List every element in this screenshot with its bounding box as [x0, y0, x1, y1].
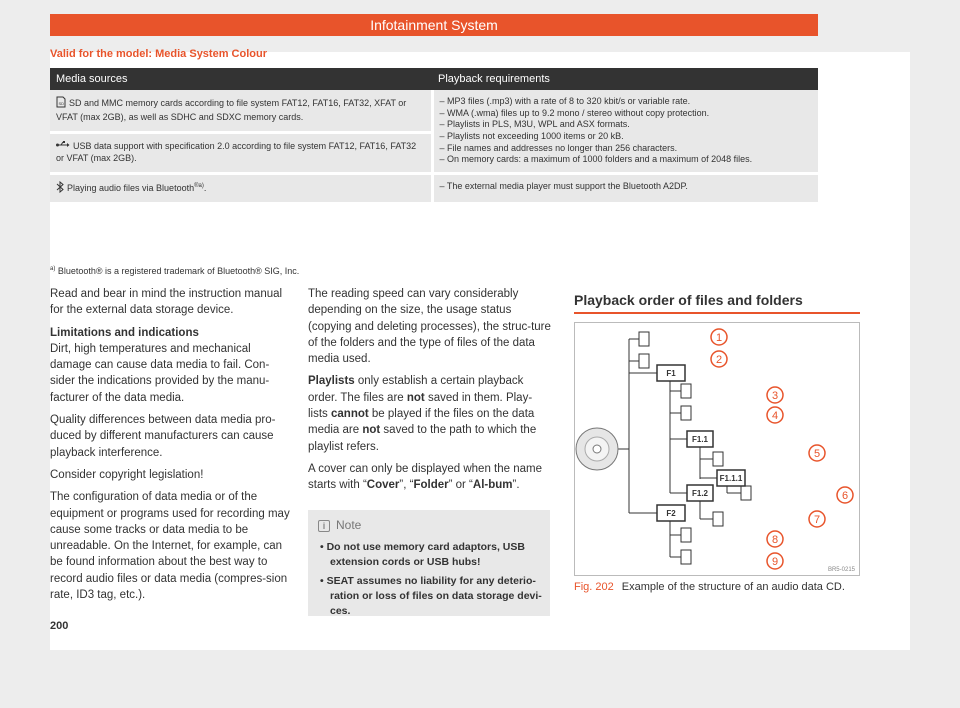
text-run: saved to the path to which the playlist refers.: [308, 424, 537, 453]
svg-text:SD: SD: [58, 101, 65, 106]
req-line: – On memory cards: a maximum of 1000 folders and a maximum of 2048 files.: [439, 154, 753, 165]
note-heading: [318, 518, 361, 532]
figure-section-title: Playback order of files and folders: [574, 292, 803, 308]
text-run: A cover can only be displayed when the name starts with “: [308, 462, 542, 492]
req-line: – WMA (.wma) files up to 9.2 mono / stereo without copy protection.: [439, 107, 710, 118]
emph: Playlists: [308, 375, 355, 388]
order-number: 6: [841, 490, 849, 502]
text-run: ”.: [512, 479, 520, 492]
emph: Folder: [413, 479, 449, 492]
source-usb-text: USB data support with specification 2.0 according to file system FAT12, FAT16, FAT32 or VFAT (max 2GB).: [56, 140, 417, 164]
source-bt-end: .: [203, 183, 207, 194]
emph: Al-bum: [472, 479, 513, 492]
table-cell-source: [50, 174, 432, 204]
bluetooth-icon: [56, 181, 64, 196]
paragraph: Consider copyright legislation!: [50, 468, 204, 481]
source-bt-sup: ®a): [194, 183, 204, 190]
folder-tree-diagram: [575, 323, 859, 575]
section-title: Infotainment System: [370, 17, 498, 33]
paragraph: Quality differences between data media pro-duced by different manufacturers can cause playback interference.: [50, 414, 276, 459]
text-column-2: [308, 286, 551, 500]
note-item-text: Do not use memory card adaptors, USB extension cords or USB hubs!: [326, 541, 525, 568]
folder-label: F1: [666, 369, 676, 378]
table-cell-requirements: [432, 174, 818, 204]
figure-frame: [574, 322, 860, 576]
req-line: – Playlists in PLS, M3U, WPL and ASX formats.: [439, 119, 630, 130]
order-number: 1: [715, 332, 723, 344]
text-run: ” or “: [448, 479, 473, 492]
order-number: 4: [771, 410, 779, 422]
note-list: [320, 540, 546, 623]
note-box: [308, 510, 550, 616]
figure-code: BR5-0215: [827, 567, 855, 573]
text-run: be played if the files on the data media are: [308, 408, 535, 437]
emph: not: [362, 424, 381, 437]
media-table: [50, 68, 818, 205]
info-icon: i: [318, 520, 330, 532]
caption-text: Example of the structure of an audio data CD.: [621, 581, 845, 593]
text-column-1: [50, 286, 290, 609]
note-title: Note: [336, 518, 362, 532]
subheading: Limitations and indications: [50, 326, 199, 339]
text-run: saved in them. Play-lists: [308, 391, 533, 421]
col-header-sources: Media sources: [50, 68, 432, 90]
col-header-requirements: Playback requirements: [432, 68, 818, 90]
note-item: • Do not use memory card adaptors, USB extension cords or USB hubs!: [320, 541, 525, 568]
note-item: • SEAT assumes no liability for any deterio-ration or loss of files on data storage devi-ces.: [320, 575, 542, 617]
title-rule: [574, 312, 860, 314]
text-run: ”, “: [399, 479, 414, 492]
emph: Cover: [366, 479, 400, 492]
paragraph: The reading speed can vary considerably depending on the size, the usage status (copying and deleting processes), the struc-ture of the folders and the type of files of the data media used.: [308, 288, 551, 366]
paragraph: Read and bear in mind the instruction manual for the external data storage device.: [50, 288, 283, 317]
footnote-mark: a): [50, 266, 56, 272]
req-line: – File names and addresses no longer than 256 characters.: [439, 142, 678, 153]
table-cell-requirements: [432, 90, 818, 174]
order-number: 9: [771, 556, 779, 568]
paragraph: The configuration of data media or of the equipment or programs used for recording may cause some tracks or data media to be unreadable. On the Internet, for example, can be found information about the best way to record audio files or data media (compres-sion rate, ID3 tag, etc.).: [50, 491, 290, 602]
order-number: 3: [771, 390, 779, 402]
order-number: 2: [715, 354, 723, 366]
order-number: 5: [813, 448, 821, 460]
validity-note: Valid for the model: Media System Colour: [50, 48, 267, 60]
table-cell-source: [50, 132, 432, 173]
note-item-text: SEAT assumes no liability for any deterio-ration or loss of files on data storage devi-ces.: [326, 575, 542, 617]
figure-caption: [574, 580, 860, 594]
paragraph: Dirt, high temperatures and mechanical damage can cause data media to fail. Con-sider the indications provided by the manu-facturer of the data media.: [50, 342, 270, 404]
paragraph-playlists: [308, 373, 551, 454]
folder-label: F1.1: [691, 435, 709, 444]
order-number: 7: [813, 514, 821, 526]
footnote: [50, 266, 299, 276]
req-line: – Playlists not exceeding 1000 items or 20 kB.: [439, 131, 624, 142]
req-line: – MP3 files (.mp3) with a rate of 8 to 320 kbit/s or variable rate.: [439, 96, 691, 106]
source-sd-text: SD and MMC memory cards according to file system FAT12, FAT16, FAT32, XFAT or VFAT (max 2GB), as well as SDHC and SDXC memory cards.: [56, 97, 407, 123]
figure-label: Fig. 202: [574, 581, 614, 593]
order-number: 8: [771, 534, 779, 546]
paragraph-cover: [308, 461, 551, 494]
folder-label: F1.2: [691, 489, 709, 498]
usb-icon: [56, 140, 70, 152]
table-cell-source: [50, 90, 432, 132]
section-header: [50, 14, 818, 36]
emph: cannot: [331, 408, 369, 421]
source-bt-text: Playing audio files via Bluetooth: [67, 183, 195, 194]
folder-label: F1.1.1: [719, 474, 743, 483]
text-run: only establish a certain playback order. The files are: [308, 375, 524, 404]
cd-disc-icon: [576, 428, 618, 470]
footnote-text: Bluetooth® is a registered trademark of Bluetooth® SIG, Inc.: [57, 266, 300, 276]
emph: not: [406, 391, 425, 404]
sd-card-icon: [56, 96, 66, 111]
page-number: 200: [50, 620, 69, 632]
req-line: – The external media player must support the Bluetooth A2DP.: [439, 181, 688, 192]
folder-label: F2: [666, 509, 676, 518]
